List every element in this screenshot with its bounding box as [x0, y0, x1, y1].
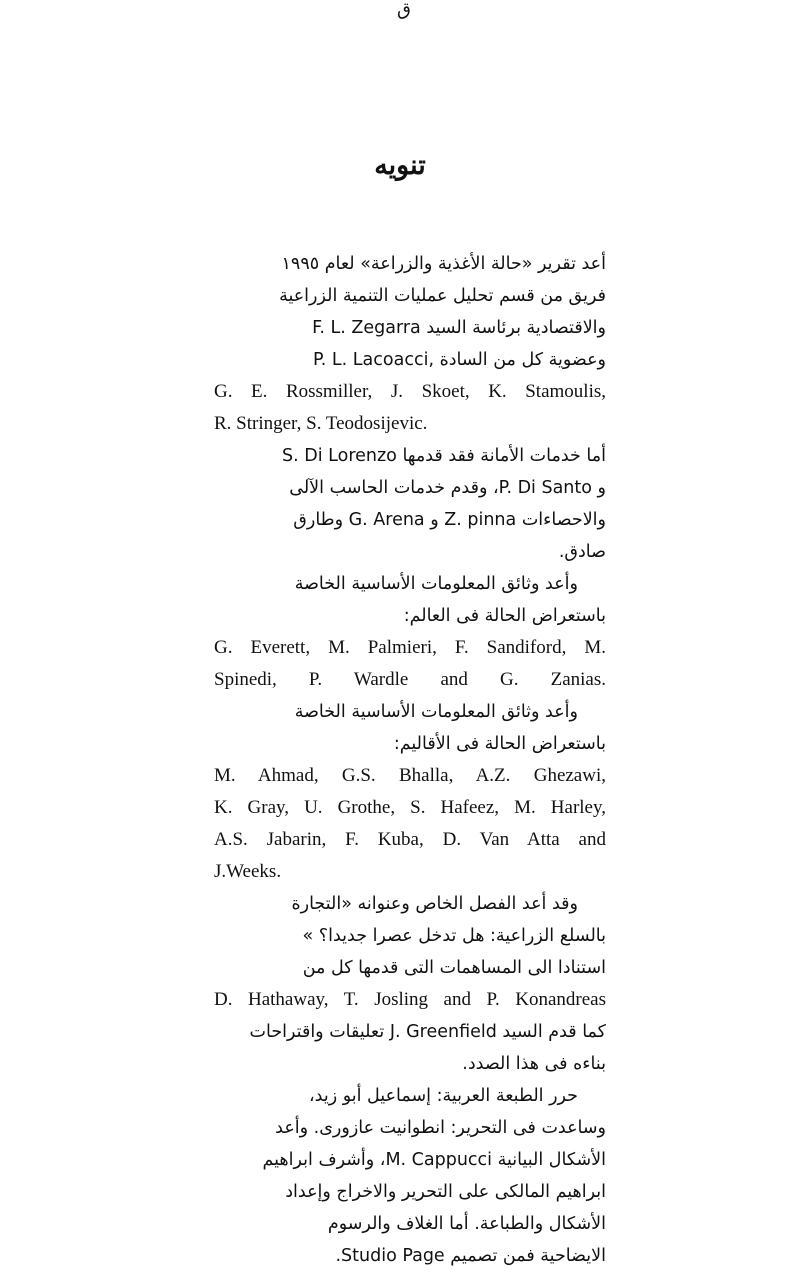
text-line: باستعراض الحالة فى الأقاليم:	[393, 734, 606, 754]
text-line: K. Gray, U. Grothe, S. Hafeez, M. Harley,	[214, 797, 606, 818]
acknowledgement-body	[214, 248, 606, 1272]
text-line: و P. Di Santo، وقدم خدمات الحاسب الآلى	[289, 478, 606, 498]
text-line: والاحصاءات Z. pinna و G. Arena وطارق	[293, 510, 606, 530]
text-line: وأعد وثائق المعلومات الأساسية الخاصة	[294, 702, 578, 722]
text-line: D. Hathaway, T. Josling and P. Konandreas	[214, 989, 606, 1010]
text-line: بالسلع الزراعية: هل تدخل عصرا جديدا؟ »	[302, 926, 606, 946]
text-line: بناءه فى هذا الصدد.	[462, 1054, 606, 1074]
text-line: الأشكال والطباعة. أما الغلاف والرسوم	[327, 1214, 606, 1234]
text-line: G. E. Rossmiller, J. Skoet, K. Stamoulis,	[214, 381, 606, 402]
text-line: R. Stringer, S. Teodosijevic.	[214, 413, 428, 434]
text-line: J.Weeks.	[214, 861, 282, 882]
text-line: وساعدت فى التحرير: انطوانيت عازورى. وأعد	[275, 1118, 606, 1138]
text-line: حرر الطبعة العربية: إسماعيل أبو زيد،	[309, 1086, 578, 1106]
text-line: الأشكال البيانية M. Cappucci، وأشرف ابراهيم	[262, 1150, 606, 1170]
text-line: استنادا الى المساهمات التى قدمها كل من	[302, 958, 606, 978]
text-line: والاقتصادية برئاسة السيد F. L. Zegarra	[312, 318, 606, 338]
text-line: ابراهيم المالكى على التحرير والاخراج وإعداد	[285, 1182, 606, 1202]
text-line: وعضوية كل من السادة ,P. L. Lacoacci	[312, 350, 606, 370]
page-title: تنويه	[374, 150, 426, 181]
text-line: A.S. Jabarin, F. Kuba, D. Van Atta and	[214, 829, 606, 850]
page-marker: ق	[397, 0, 411, 20]
text-line: باستعراض الحالة فى العالم:	[403, 606, 606, 626]
text-line: فريق من قسم تحليل عمليات التنمية الزراعية	[279, 286, 606, 306]
text-line: M. Ahmad, G.S. Bhalla, A.Z. Ghezawi,	[214, 765, 606, 786]
text-line: أما خدمات الأمانة فقد قدمها S. Di Lorenzo	[282, 446, 606, 466]
text-line: الايضاحية فمن تصميم Studio Page.	[335, 1246, 606, 1266]
text-line: Spinedi, P. Wardle and G. Zanias.	[214, 669, 606, 690]
text-line: صادق.	[558, 542, 606, 562]
text-line: وأعد وثائق المعلومات الأساسية الخاصة	[294, 574, 578, 594]
text-line: وقد أعد الفصل الخاص وعنوانه «التجارة	[291, 894, 578, 914]
text-line: أعد تقرير «حالة الأغذية والزراعة» لعام ١٩٩٥	[281, 254, 606, 274]
text-line: G. Everett, M. Palmieri, F. Sandiford, M.	[214, 637, 606, 658]
text-line: كما قدم السيد J. Greenfield تعليقات واقتراحات	[249, 1022, 606, 1042]
